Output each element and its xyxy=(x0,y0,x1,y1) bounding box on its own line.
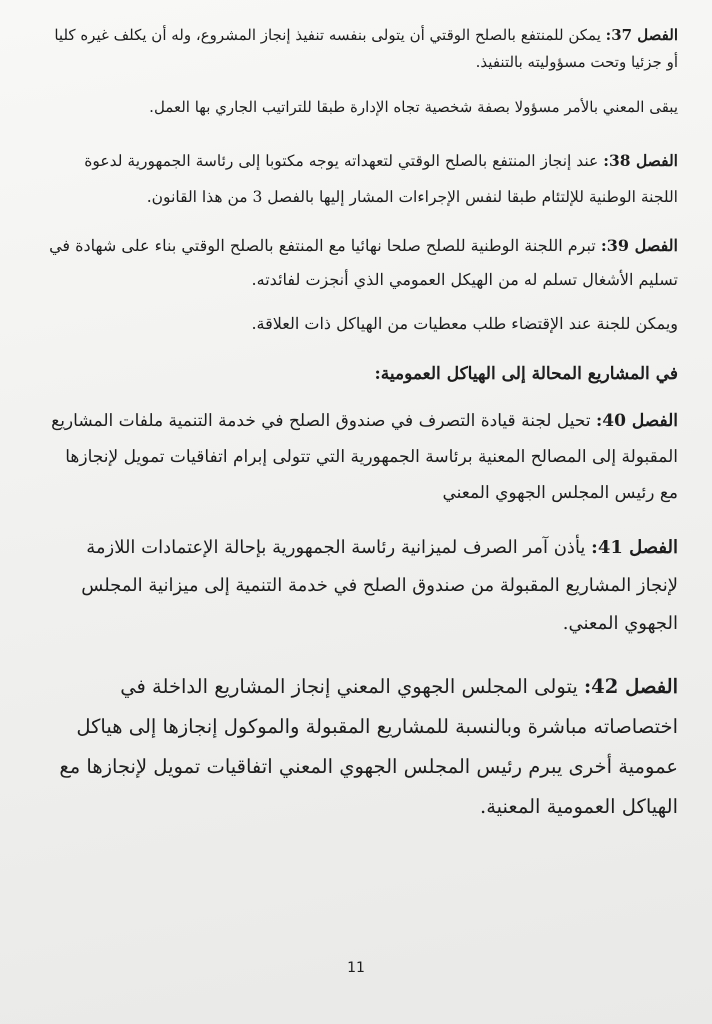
article-37-label: الفصل 37: xyxy=(605,26,678,44)
article-42-label: الفصل 42: xyxy=(583,675,678,698)
article-39-second-paragraph: ويمكن للجنة عند الإقتضاء طلب معطيات من الهياكل ذات العلاقة. xyxy=(251,314,678,333)
article-37 xyxy=(48,22,678,76)
article-42 xyxy=(48,667,678,827)
article-38-label: الفصل 38: xyxy=(603,151,678,170)
article-41 xyxy=(48,529,678,643)
page-number: 11 xyxy=(347,960,365,976)
section-heading: في المشاريع المحالة إلى الهياكل العمومية: xyxy=(374,364,678,384)
article-39-text: تبرم اللجنة الوطنية للصلح صلحا نهائيا مع المنتفع بالصلح الوقتي بناء على شهادة في تسليم الأشغال تسلم له من الهيكل العمومي الذي أنجزت لفائدته. xyxy=(49,236,678,289)
article-41-text: يأذن آمر الصرف لميزانية رئاسة الجمهورية بإحالة الإعتمادات اللازمة لإنجاز المشاريع المقبولة من صندوق الصلح في خدمة التنمية إلى ميزانية المجلس الجهوي المعني. xyxy=(81,537,678,634)
article-38 xyxy=(48,143,678,215)
page-content xyxy=(48,22,678,827)
article-40-text: تحيل لجنة قيادة التصرف في صندوق الصلح في خدمة التنمية ملفات المشاريع المقبولة إلى المصالح المعنية برئاسة الجمهورية التي تتولى إبرام اتفاقيات تمويل لإنجازها مع رئيس المجلس الجهوي المعني xyxy=(51,411,678,503)
article-40 xyxy=(48,403,678,511)
article-37-second-paragraph: يبقى المعني بالأمر مسؤولا بصفة شخصية تجاه الإدارة طبقا للتراتيب الجاري بها العمل. xyxy=(149,98,678,116)
article-42-text: يتولى المجلس الجهوي المعني إنجاز المشاريع الداخلة في اختصاصاته مباشرة وبالنسبة للمشاريع المقبولة والموكول إنجازها إلى هياكل عمومية أخرى يبرم رئيس المجلس الجهوي المعني اتفاقيات تمويل لإنجازها مع الهياكل العمومية المعنية. xyxy=(59,675,678,818)
article-38-text: عند إنجاز المنتفع بالصلح الوقتي لتعهداته يوجه مكتوبا إلى رئاسة الجمهورية لدعوة اللجنة الوطنية للإلتئام طبقا لنفس الإجراءات المشار إليها بالفصل 3 من هذا القانون. xyxy=(84,152,678,206)
article-39-label: الفصل 39: xyxy=(600,236,678,255)
article-39 xyxy=(48,229,678,297)
article-41-label: الفصل 41: xyxy=(591,537,678,558)
article-40-label: الفصل 40: xyxy=(596,411,678,431)
article-37-text: يمكن للمنتفع بالصلح الوقتي أن يتولى بنفسه تنفيذ إنجاز المشروع، وله أن يكلف غيره كليا أو جزئيا وتحت مسؤوليته بالتنفيذ. xyxy=(54,26,678,71)
